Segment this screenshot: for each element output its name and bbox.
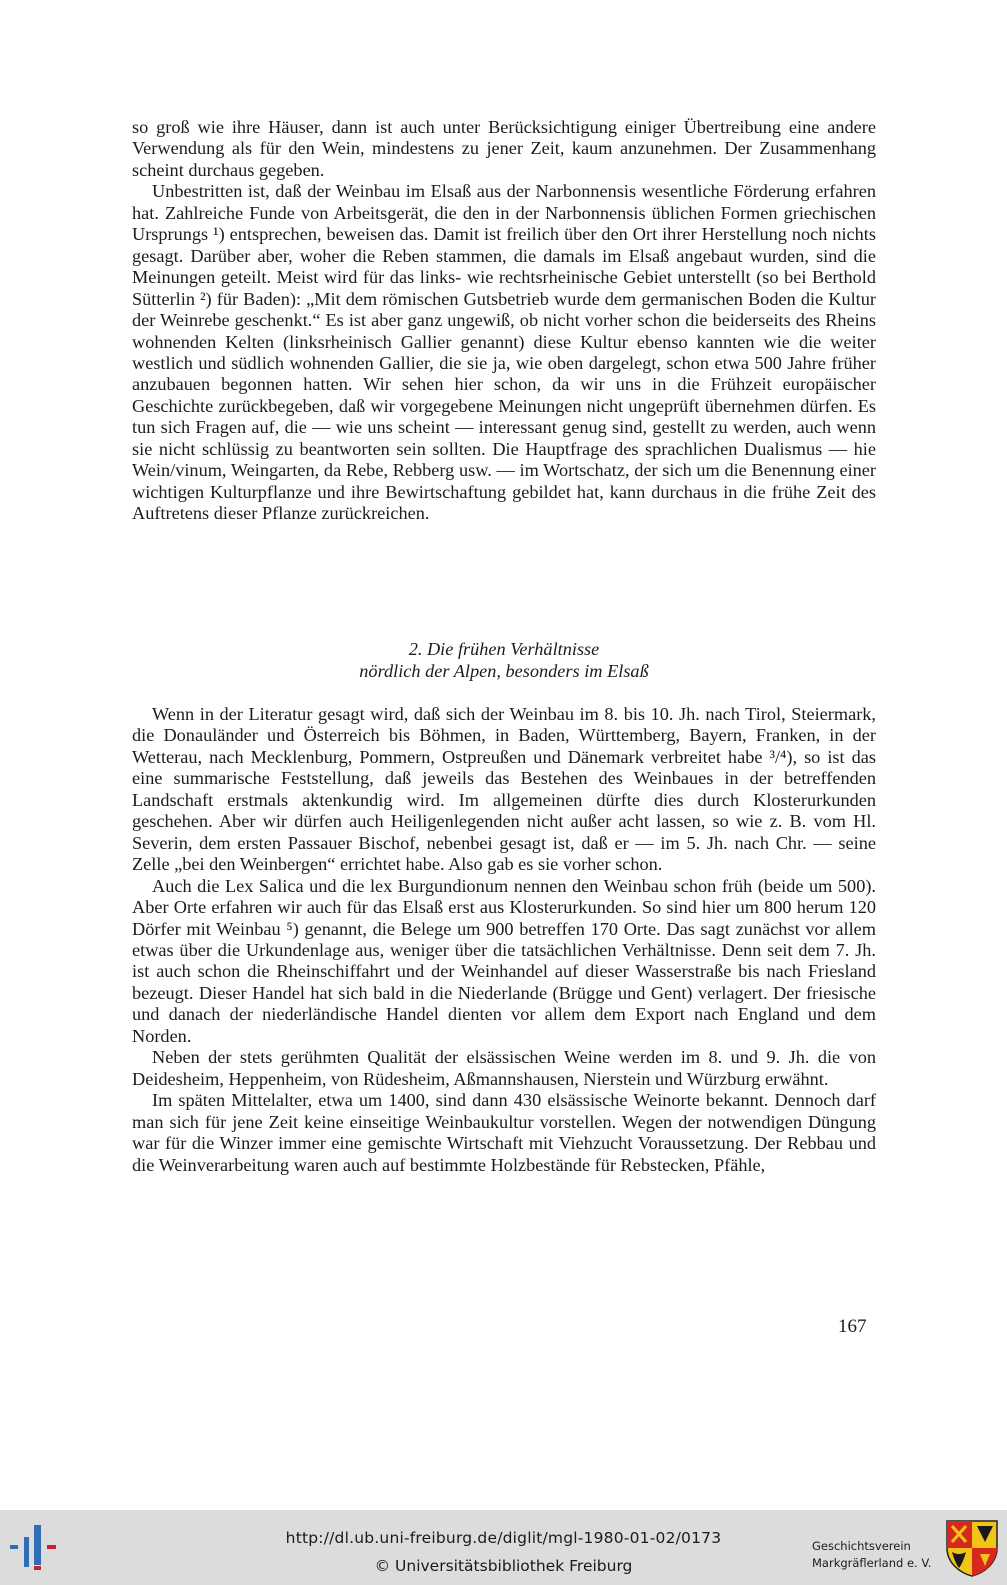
- paragraph-5: Neben der stets gerühmten Qualität der elsässischen Weine werden im 8. und 9. Jh. die von Deidesheim, Heppenheim, von Rüdesheim, Aßmannshausen, Nierstein und Würzburg erwähnt.: [132, 1047, 876, 1089]
- section-heading-line-2: nördlich der Alpen, besonders im Elsaß: [359, 661, 649, 681]
- paragraph-2: Unbestritten ist, daß der Weinbau im Elsaß aus der Narbonnensis wesentliche Förderung erfahren hat. Zahlreiche Funde von Arbeitsgerät, die den in der Narbonnensis üblichen Formen griechischen Ursprungs ¹) entsprechen, beweisen das. Damit ist freilich über den Ort ihrer Herstellung noch nichts gesagt. Darüber aber, woher die Reben stammen, die damals im Elsaß angebaut wurden, sind die Meinungen geteilt. Meist wird für das links- wie rechtsrheinische Gebiet unterstellt (so bei Berthold Sütterlin ²) für Baden): „Mit dem römischen Gutsbetrieb wurde dem germanischen Boden die Kultur der Weinrebe geschenkt.“ Es ist aber ganz ungewiß, ob nicht vorher schon die beiderseits des Rheins wohnenden Kelten (linksrheinisch Gallier genannt) diese Kultur ebenso kannten wie die weiter westlich und südlich wohnenden Gallier, die sie ja, wie oben dargelegt, schon etwa 500 Jahre früher anzubauen begonnen hatten. Wir sehen hier schon, da wir uns in die Frühzeit europäischer Geschichte zurückbegeben, daß wir vorgegebene Meinungen nicht ungeprüft übernehmen dürfen. Es tun sich Fragen auf, die — wie uns scheint — interessant genug sind, gestellt zu werden, auch wenn sie nicht schlüssig zu beantworten sein sollten. Die Hauptfrage des sprachlichen Dualismus — hie Wein/vinum, Weingarten, da Rebe, Rebberg usw. — im Wortschatz, der sich um die Benennung einer wichtigen Kulturpflanze und ihre Bewirtschaftung gebildet hat, kann durchaus in die frühe Zeit des Auftretens dieser Pflanze zurückreichen.: [132, 181, 876, 524]
- coat-of-arms-icon: [944, 1518, 1000, 1578]
- paragraph-1: so groß wie ihre Häuser, dann ist auch unter Berücksichtigung einiger Übertreibung eine andere Verwendung als für den Wein, mindestens zu jener Zeit, kaum anzunehmen. Der Zusammenhang scheint durchaus gegeben.: [132, 117, 876, 180]
- footer-bar: [0, 1510, 1007, 1585]
- section-heading: [132, 638, 876, 682]
- page-number: 167: [838, 1316, 867, 1337]
- footer-url-link[interactable]: http://dl.ub.uni-freiburg.de/diglit/mgl-1980-01-02/0173: [285, 1529, 722, 1547]
- text-section-2: [132, 704, 876, 1176]
- footer-organization: [812, 1538, 931, 1572]
- footer-copyright: © Universitätsbibliothek Freiburg: [374, 1557, 633, 1575]
- paragraph-3: Wenn in der Literatur gesagt wird, daß sich der Weinbau im 8. bis 10. Jh. nach Tirol, Steiermark, die Donauländer und Österreich bis Böhmen, in Baden, Württemberg, Bayern, Franken, in der Wetterau, nach Mecklenburg, Pommern, Ostpreußen und Dänemark verbreitet habe ³/⁴), so ist das eine summarische Feststellung, daß jeweils das Bestehen des Weinbaues in der betreffenden Landschaft erstmals aktenkundig wird. Im allgemeinen dürfte dies durch Klosterurkunden geschehen. Aber wir dürfen auch Heiligenlegenden nicht außer acht lassen, so wie z. B. vom Hl. Severin, dem ersten Passauer Bischof, nebenbei gesagt ist, daß er — im 5. Jh. nach Chr. — seine Zelle „bei den Weinbergen“ errichtet habe. Also gab es sie vorher schon.: [132, 704, 876, 875]
- footer-organization-line-1: Geschichtsverein: [812, 1539, 911, 1553]
- paragraph-4: Auch die Lex Salica und die lex Burgundionum nennen den Weinbau schon früh (beide um 500). Aber Orte erfahren wir auch für das Elsaß erst aus Klosterurkunden. So sind hier um 800 herum 120 Dörfer mit Weinbau ⁵) genannt, die Belege um 900 betreffen 170 Orte. Das sagt zunächst vor allem etwas über die Urkundenlage aus, weniger über die tatsächlichen Verhältnisse. Denn seit dem 7. Jh. ist auch schon die Rheinschiffahrt und der Weinhandel auf dieser Wasserstraße bis nach Friesland bezeugt. Dieser Handel hat sich bald in die Niederlande (Brügge und Gent) verlagert. Der friesische und danach der niederländische Handel dienten vor allem dem Export nach England und dem Norden.: [132, 875, 876, 1046]
- section-heading-line-1: 2. Die frühen Verhältnisse: [408, 639, 600, 659]
- footer-organization-line-2: Markgräflerland e. V.: [812, 1556, 932, 1570]
- paragraph-6: Im späten Mittelalter, etwa um 1400, sind dann 430 elsässische Weinorte bekannt. Dennoch darf man sich für jene Zeit keine einseitige Weinbaukultur vorstellen. Wegen der notwendigen Düngung war für die Winzer immer eine gemischte Wirtschaft mit Viehzucht Voraussetzung. Der Rebbau und die Weinverarbeitung waren auch auf bestimmte Holzbestände für Rebstecken, Pfähle,: [132, 1090, 876, 1175]
- text-section-1: [132, 117, 876, 525]
